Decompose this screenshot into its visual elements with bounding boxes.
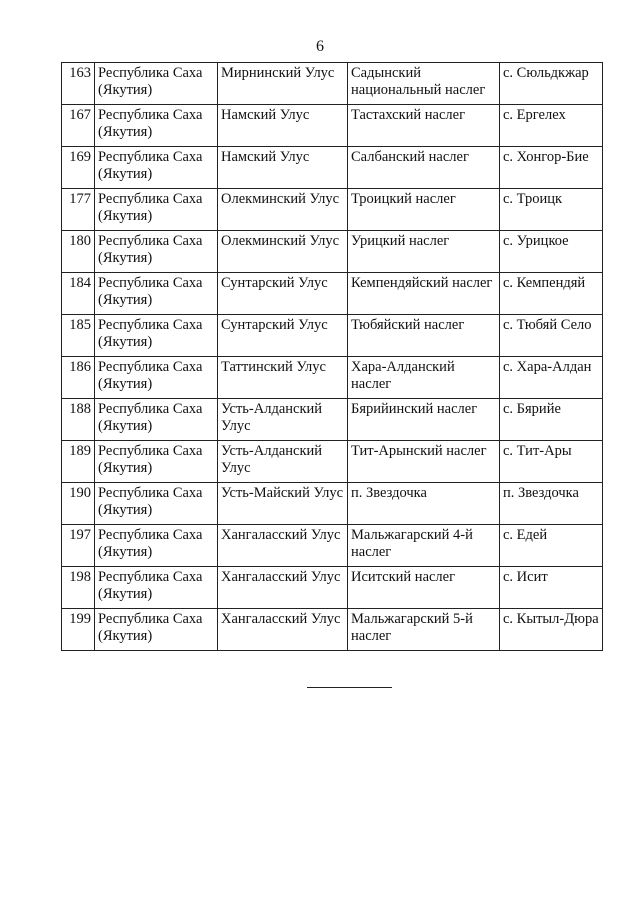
- settlement-cell: Салбанский наслег: [348, 147, 500, 189]
- table-row: [62, 189, 603, 231]
- district-cell: Усть-Майский Улус: [218, 483, 348, 525]
- region-cell: Республика Саха (Якутия): [95, 147, 218, 189]
- settlement-cell: Хара-Алданский наслег: [348, 357, 500, 399]
- locality-cell: с. Тюбяй Село: [500, 315, 603, 357]
- settlement-cell: Мальжагарский 4-й наслег: [348, 525, 500, 567]
- locality-cell: с. Кытыл-Дюра: [500, 609, 603, 651]
- region-cell: Республика Саха (Якутия): [95, 315, 218, 357]
- row-number: 167: [62, 105, 95, 147]
- region-cell: Республика Саха (Якутия): [95, 357, 218, 399]
- region-cell: Республика Саха (Якутия): [95, 105, 218, 147]
- row-number: 190: [62, 483, 95, 525]
- settlements-table: [61, 62, 603, 651]
- settlement-cell: Кемпендяйский наслег: [348, 273, 500, 315]
- table-row: [62, 147, 603, 189]
- district-cell: Хангаласский Улус: [218, 567, 348, 609]
- settlement-cell: Мальжагарский 5-й наслег: [348, 609, 500, 651]
- table-row: [62, 231, 603, 273]
- locality-cell: с. Сюльдкжар: [500, 63, 603, 105]
- district-cell: Олекминский Улус: [218, 231, 348, 273]
- row-number: 199: [62, 609, 95, 651]
- settlement-cell: Троицкий наслег: [348, 189, 500, 231]
- table-row: [62, 105, 603, 147]
- row-number: 180: [62, 231, 95, 273]
- locality-cell: п. Звездочка: [500, 483, 603, 525]
- row-number: 185: [62, 315, 95, 357]
- locality-cell: с. Хара-Алдан: [500, 357, 603, 399]
- district-cell: Таттинский Улус: [218, 357, 348, 399]
- region-cell: Республика Саха (Якутия): [95, 189, 218, 231]
- row-number: 169: [62, 147, 95, 189]
- locality-cell: с. Кемпендяй: [500, 273, 603, 315]
- table-row: [62, 273, 603, 315]
- table-row: [62, 315, 603, 357]
- table-row: [62, 357, 603, 399]
- locality-cell: с. Хонгор-Бие: [500, 147, 603, 189]
- table-row: [62, 441, 603, 483]
- locality-cell: с. Ергелех: [500, 105, 603, 147]
- table-row: [62, 483, 603, 525]
- settlement-cell: Тюбяйский наслег: [348, 315, 500, 357]
- district-cell: Хангаласский Улус: [218, 525, 348, 567]
- region-cell: Республика Саха (Якутия): [95, 483, 218, 525]
- table-row: [62, 399, 603, 441]
- table-body: [62, 63, 603, 651]
- settlement-cell: п. Звездочка: [348, 483, 500, 525]
- settlement-cell: Садынский национальный наслег: [348, 63, 500, 105]
- table-row: [62, 525, 603, 567]
- district-cell: Мирнинский Улус: [218, 63, 348, 105]
- region-cell: Республика Саха (Якутия): [95, 441, 218, 483]
- row-number: 198: [62, 567, 95, 609]
- locality-cell: с. Троицк: [500, 189, 603, 231]
- locality-cell: с. Исит: [500, 567, 603, 609]
- region-cell: Республика Саха (Якутия): [95, 399, 218, 441]
- region-cell: Республика Саха (Якутия): [95, 525, 218, 567]
- locality-cell: с. Бярийе: [500, 399, 603, 441]
- row-number: 184: [62, 273, 95, 315]
- district-cell: Усть-Алданский Улус: [218, 441, 348, 483]
- settlement-cell: Бярийинский наслег: [348, 399, 500, 441]
- row-number: 197: [62, 525, 95, 567]
- settlement-cell: Урицкий наслег: [348, 231, 500, 273]
- locality-cell: с. Тит-Ары: [500, 441, 603, 483]
- district-cell: Сунтарский Улус: [218, 315, 348, 357]
- table-row: [62, 609, 603, 651]
- settlement-cell: Иситский наслег: [348, 567, 500, 609]
- district-cell: Усть-Алданский Улус: [218, 399, 348, 441]
- row-number: 186: [62, 357, 95, 399]
- district-cell: Сунтарский Улус: [218, 273, 348, 315]
- table-row: [62, 63, 603, 105]
- settlement-cell: Тастахский наслег: [348, 105, 500, 147]
- district-cell: Олекминский Улус: [218, 189, 348, 231]
- locality-cell: с. Едей: [500, 525, 603, 567]
- region-cell: Республика Саха (Якутия): [95, 63, 218, 105]
- page-number: 6: [316, 38, 324, 55]
- district-cell: Хангаласский Улус: [218, 609, 348, 651]
- locality-cell: с. Урицкое: [500, 231, 603, 273]
- district-cell: Намский Улус: [218, 105, 348, 147]
- settlement-cell: Тит-Арынский наслег: [348, 441, 500, 483]
- row-number: 163: [62, 63, 95, 105]
- row-number: 188: [62, 399, 95, 441]
- region-cell: Республика Саха (Якутия): [95, 273, 218, 315]
- region-cell: Республика Саха (Якутия): [95, 231, 218, 273]
- district-cell: Намский Улус: [218, 147, 348, 189]
- table-row: [62, 567, 603, 609]
- end-separator-line: [307, 687, 392, 688]
- region-cell: Республика Саха (Якутия): [95, 567, 218, 609]
- row-number: 177: [62, 189, 95, 231]
- row-number: 189: [62, 441, 95, 483]
- region-cell: Республика Саха (Якутия): [95, 609, 218, 651]
